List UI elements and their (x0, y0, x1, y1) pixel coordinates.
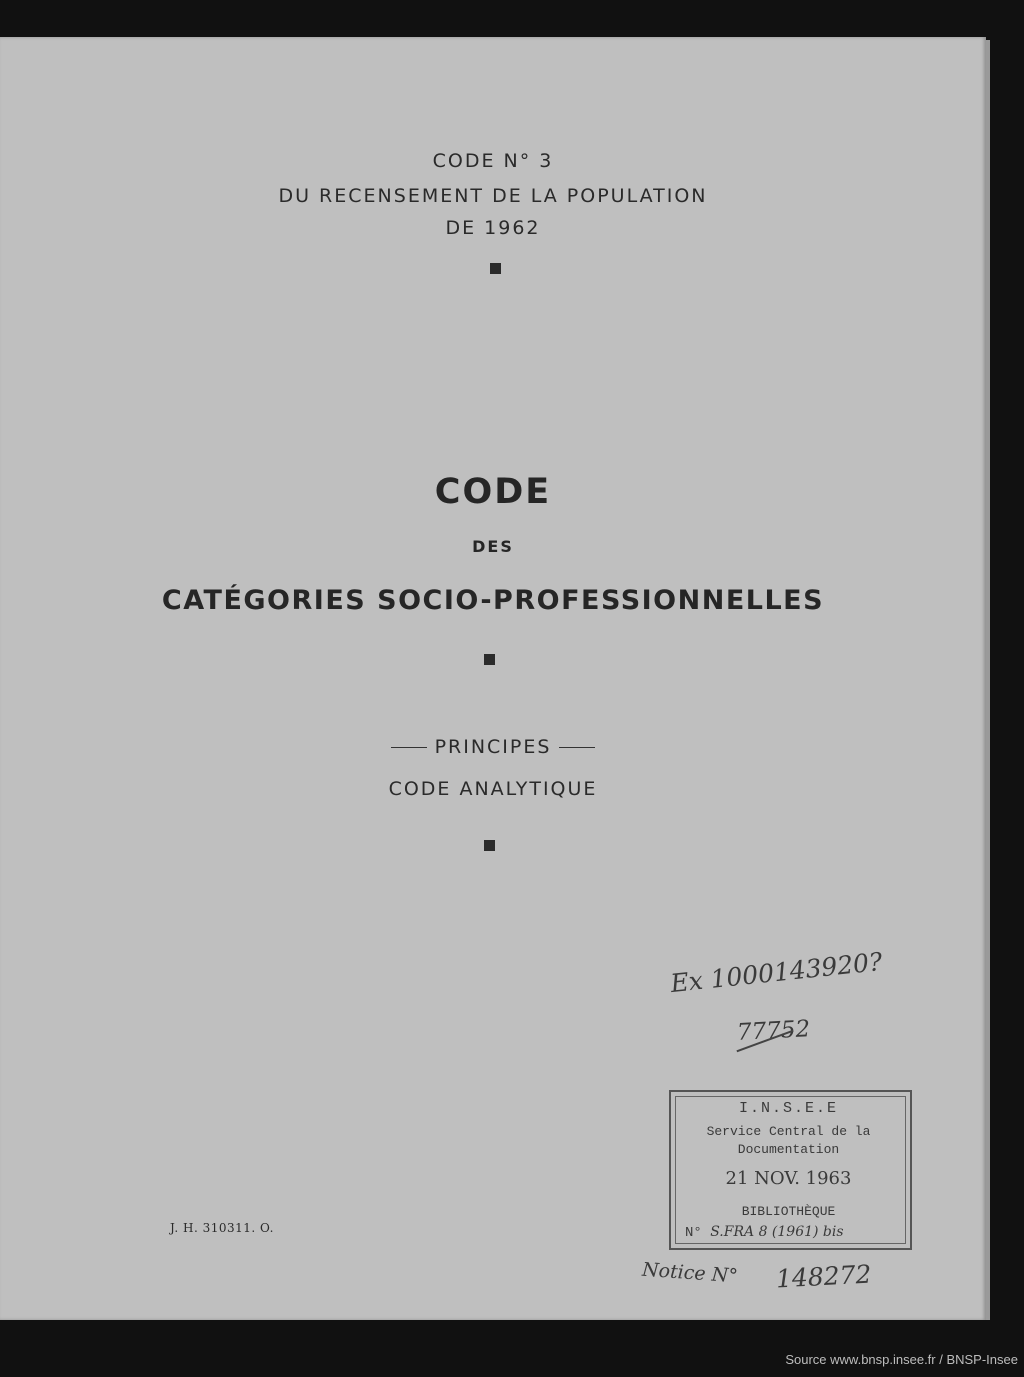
series-line-3: DE 1962 (445, 217, 541, 239)
square-bullet (484, 840, 495, 851)
source-credit: Source www.bnsp.insee.fr / BNSP-Insee (785, 1352, 1018, 1367)
stamp-ref: S.FRA 8 (1961) bis (710, 1224, 844, 1240)
series-line-1: CODE N° 3 (432, 150, 554, 172)
subtitle-code-analytique: CODE ANALYTIQUE (388, 778, 598, 800)
page-edge (986, 40, 990, 1320)
stamp-org: I.N.S.E.E (738, 1100, 838, 1117)
dash-right (559, 747, 595, 748)
handwritten-old-number: 77752 (736, 1016, 811, 1046)
square-bullet (490, 263, 501, 274)
stamp-date: 21 NOV. 1963 (725, 1168, 852, 1189)
stamp-service-2: Documentation (737, 1142, 840, 1157)
library-stamp (669, 1090, 912, 1250)
dash-left (391, 747, 427, 748)
handwritten-notice-label: Notice N° (641, 1258, 739, 1288)
title-code: CODE (434, 472, 552, 512)
stamp-service-1: Service Central de la (706, 1124, 871, 1139)
printer-imprint: J. H. 310311. O. (170, 1221, 274, 1235)
title-categories: CATÉGORIES SOCIO-PROFESSIONNELLES (161, 585, 825, 616)
handwritten-notice-number: 148272 (775, 1259, 873, 1294)
stamp-ref-row (671, 1224, 906, 1241)
subtitle-principes-text: PRINCIPES (434, 736, 552, 758)
title-des: DES (472, 537, 514, 556)
square-bullet (484, 654, 495, 665)
stamp-library: BIBLIOTHÈQUE (741, 1204, 836, 1219)
series-line-2: DU RECENSEMENT DE LA POPULATION (278, 185, 708, 207)
subtitle-principes (0, 736, 986, 758)
handwritten-ex-number: Ex 1000143920? (669, 946, 884, 999)
stamp-ref-prefix: N° (685, 1225, 702, 1241)
